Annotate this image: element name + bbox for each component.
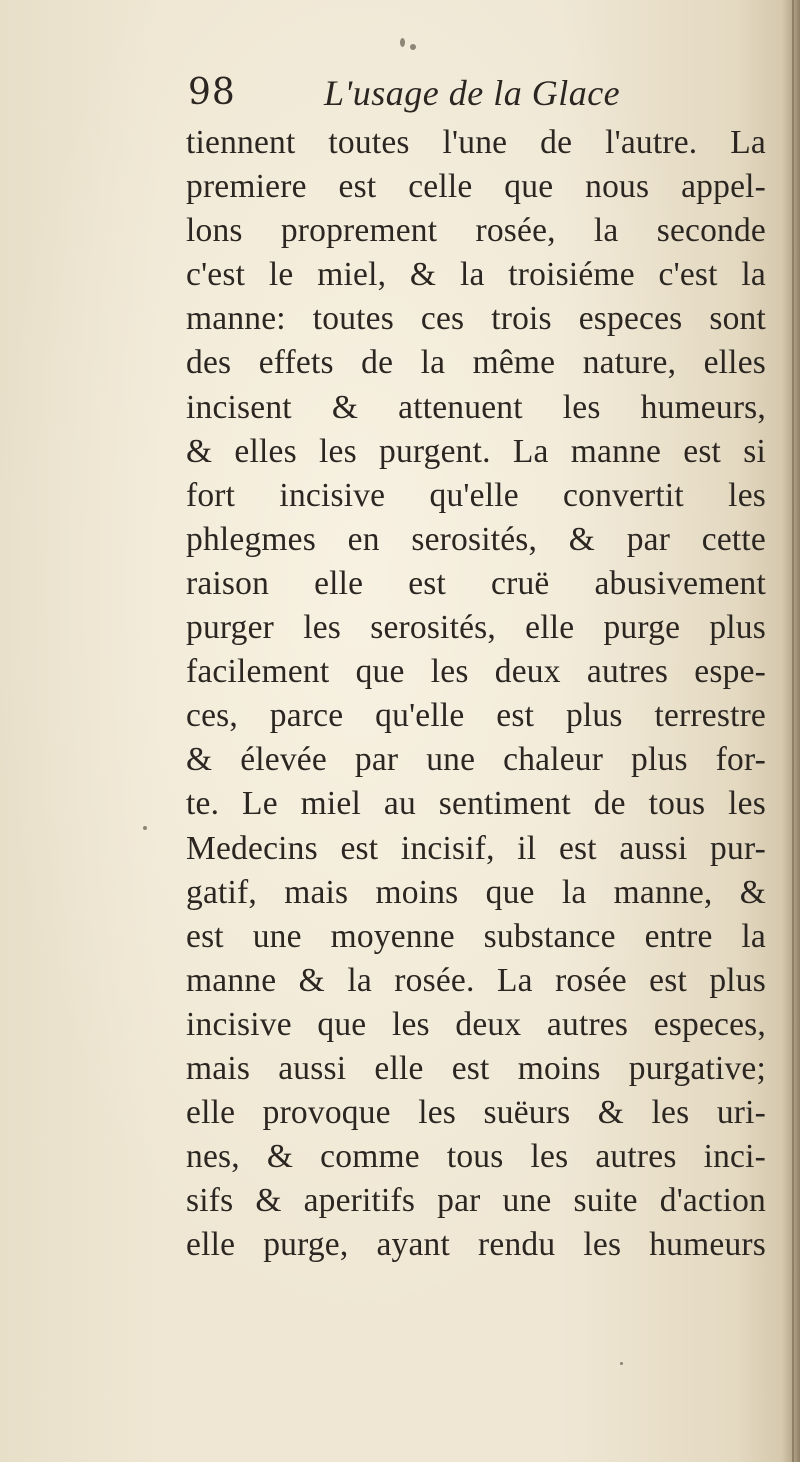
text-line: te. Le miel au sentiment de tous les — [186, 785, 766, 823]
text-line: purger les serosités, elle purge plus — [186, 609, 766, 647]
text-line: sifs & aperitifs par une suite d'action — [186, 1182, 766, 1220]
running-head: L'usage de la Glace — [324, 73, 621, 113]
text-line: manne: toutes ces trois especes sont — [186, 300, 766, 338]
ink-speck — [620, 1362, 623, 1365]
text-line: facilement que les deux autres espe- — [186, 653, 766, 691]
text-line: & elles les purgent. La manne est si — [186, 432, 766, 470]
text-line: est une moyenne substance entre la — [186, 917, 766, 955]
text-line: des effets de la même nature, elles — [186, 344, 766, 382]
text-line: ces, parce qu'elle est plus terrestre — [186, 697, 766, 735]
body-text — [186, 121, 766, 1267]
text-line: mais aussi elle est moins purgative; — [186, 1049, 766, 1087]
text-line: nes, & comme tous les autres inci- — [186, 1138, 766, 1176]
text-line: lons proprement rosée, la seconde — [186, 212, 766, 250]
text-line: fort incisive qu'elle convertit les — [186, 476, 766, 514]
text-line: tiennent toutes l'une de l'autre. La — [186, 124, 766, 161]
page-number: 98 — [188, 72, 236, 113]
text-line: gatif, mais moins que la manne, & — [186, 873, 766, 911]
text-line: phlegmes en serosités, & par cette — [186, 520, 766, 558]
ink-speck — [400, 38, 405, 47]
page-edge-shadow — [782, 0, 800, 1462]
text-line: raison elle est cruë abusivement — [186, 564, 766, 602]
text-line: & élevée par une chaleur plus for- — [186, 741, 766, 779]
text-line: elle purge, ayant rendu les humeurs — [186, 1226, 766, 1264]
text-line: incisive que les deux autres especes, — [186, 1005, 766, 1043]
text-line: Medecins est incisif, il est aussi pur- — [186, 829, 766, 867]
text-line: c'est le miel, & la troisiéme c'est la — [186, 256, 766, 294]
text-line: manne & la rosée. La rosée est plus — [186, 961, 766, 999]
ink-speck — [143, 826, 147, 830]
text-line: elle provoque les suëurs & les uri- — [186, 1094, 766, 1132]
text-line: premiere est celle que nous appel- — [186, 168, 766, 206]
ink-speck — [410, 44, 416, 50]
text-line: incisent & attenuent les humeurs, — [186, 388, 766, 426]
page-header — [188, 70, 748, 126]
page-edge-line — [792, 0, 794, 1462]
